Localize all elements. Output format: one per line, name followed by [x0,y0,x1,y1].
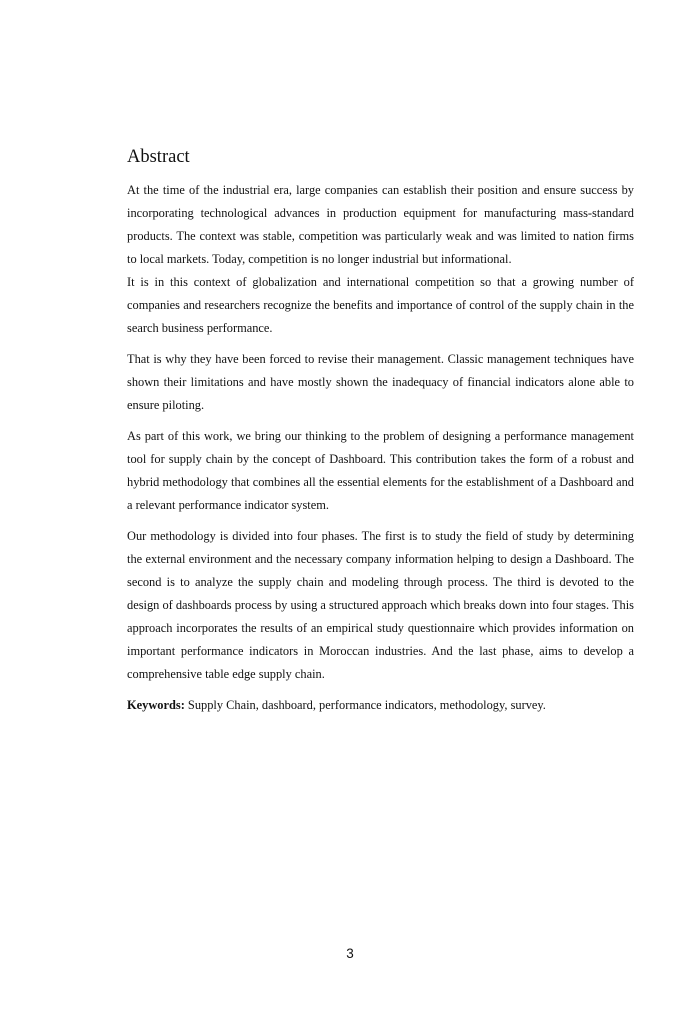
page-number: 3 [346,946,354,961]
abstract-paragraph-2: It is in this context of globalization and international competition so that a growing number of companies and researchers recognize the benefits and importance of control of the supply chain in the search business performance. [127,275,634,335]
abstract-paragraph-4: As part of this work, we bring our thinking to the problem of designing a performance management tool for supply chain by the concept of Dashboard. This contribution takes the form of a robust and hybrid methodology that combines all the essential elements for the establishment of a Dashboard and a relevant performance indicator system. [127,429,634,512]
abstract-heading: Abstract [127,147,190,167]
abstract-section [127,145,634,717]
keywords-label: Keywords: [127,698,185,712]
abstract-paragraph-3: That is why they have been forced to revise their management. Classic management techniques have shown their limitations and have mostly shown the inadequacy of financial indicators alone able to ensure piloting. [127,352,634,412]
abstract-paragraph-5: Our methodology is divided into four phases. The first is to study the field of study by determining the external environment and the necessary company information helping to design a Dashboard. The second is to analyze the supply chain and modeling through process. The third is devoted to the design of dashboards process by using a structured approach which breaks down into four stages. This approach incorporates the results of an empirical study questionnaire which provides information on important performance indicators in Moroccan industries. And the last phase, aims to develop a comprehensive table edge supply chain. [127,529,634,681]
abstract-paragraph-1: At the time of the industrial era, large companies can establish their position and ensure success by incorporating technological advances in production equipment for manufacturing mass-standard products. The context was stable, competition was particularly weak and was limited to nation firms to local markets. Today, competition is no longer industrial but informational. [127,183,634,266]
keywords-text: Supply Chain, dashboard, performance indicators, methodology, survey. [184,698,546,712]
keywords-line [127,694,634,717]
